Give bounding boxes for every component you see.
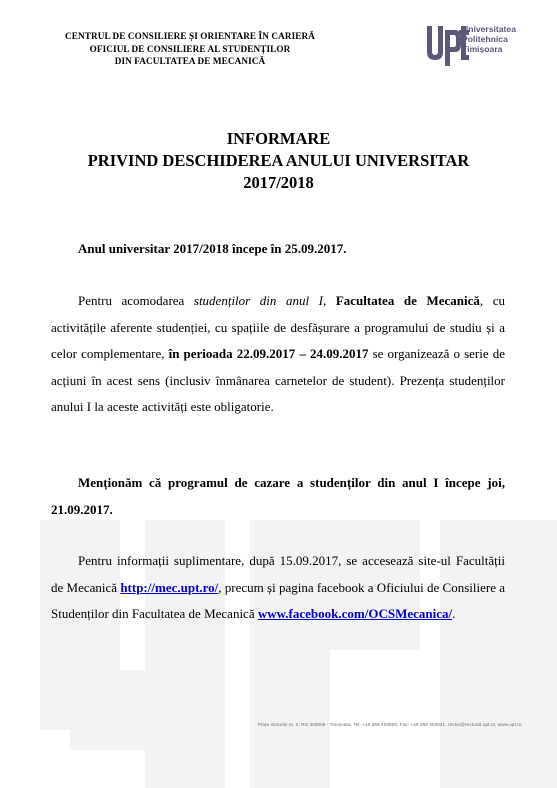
footer-address: Piața Victoriei nr. 2, RO 300006 - Timișoara, Tel: +40 256 403000, Fax: +40 256 403021, rector@rectorat.upt.ro, www.upt.ro bbox=[258, 722, 522, 727]
org-line-2: OFICIUL DE CONSILIERE AL STUDENȚILOR bbox=[89, 43, 291, 54]
document-title bbox=[0, 128, 557, 194]
org-line-3: DIN FACULTATEA DE MECANICĂ bbox=[114, 56, 266, 66]
logo-text: Universitatea Politehnica Timișoara bbox=[462, 24, 516, 55]
title-line-3: 2017/2018 bbox=[243, 173, 314, 192]
faculty-website-link[interactable]: http://mec.upt.ro/ bbox=[120, 579, 219, 595]
paragraph-accommodation: Pentru acomodarea studenților din anul I, Facultatea de Mecanică, cu activitățile aferente studenției, cu spațiile de desfășurare a programului de studiu și a celor complementare, în perioada 22.09.2017 – 24.09.2017 se organizează o serie de acțiuni în acest sens (inclusiv înmânarea carnetelor de student). Prezența studenților anului I la aceste activități este obligatorie. bbox=[51, 293, 506, 414]
org-line-1: CENTRUL DE CONSILIERE ȘI ORIENTARE ÎN CARIERĂ bbox=[65, 31, 315, 41]
paragraph-housing: Menționăm că programul de cazare a studenților din anul I începe joi, 21.09.2017. bbox=[51, 475, 505, 517]
paragraph-more-info: Pentru informații suplimentare, după 15.09.2017, se accesează site-ul Facultății de Mecanică http://mec.upt.ro/, precum și pagina facebook a Oficiului de Consiliere a Studenților din Facultatea de Mecanică www.facebook.com/OCSMecanica/. bbox=[51, 553, 505, 621]
paragraph-start-date: Anul universitar 2017/2018 începe în 25.09.2017. bbox=[78, 241, 347, 256]
header-organization bbox=[40, 30, 340, 68]
facebook-page-link[interactable]: www.facebook.com/OCSMecanica/ bbox=[257, 606, 453, 621]
title-line-1: INFORMARE bbox=[226, 129, 331, 148]
title-line-2: PRIVIND DESCHIDEREA ANULUI UNIVERSITAR bbox=[87, 151, 470, 170]
